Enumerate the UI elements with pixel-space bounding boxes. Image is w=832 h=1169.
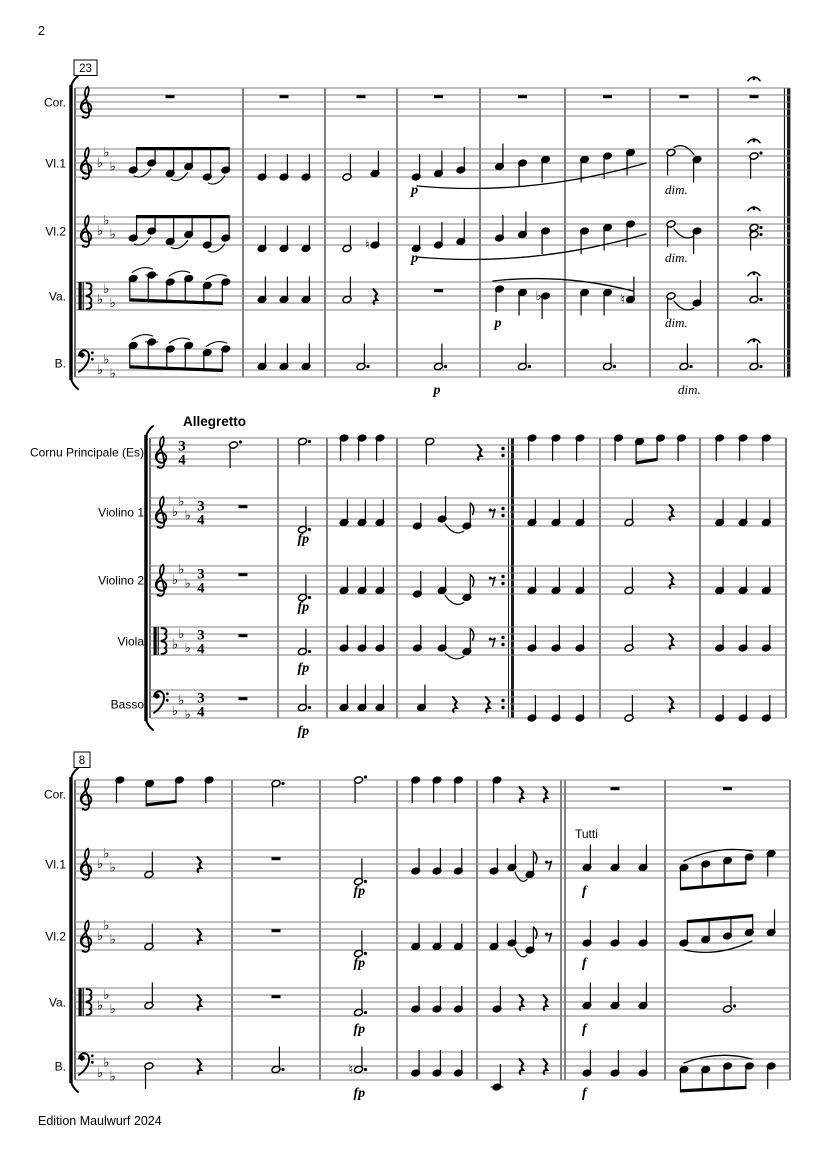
measure — [354, 931, 368, 972]
measure — [489, 920, 552, 957]
measure — [665, 280, 702, 330]
key-signature-flat: ♭ — [172, 637, 179, 653]
key-signature-flat: ♭ — [178, 494, 185, 510]
dynamic-marking: fp — [297, 532, 310, 547]
rehearsal-mark — [74, 60, 97, 76]
measure — [411, 848, 464, 875]
key-signature-flat: ♭ — [184, 508, 191, 524]
instrument-label: B. — [54, 356, 66, 371]
instrument-label: Vl.2 — [45, 224, 66, 239]
staff-va- — [49, 268, 790, 331]
measure — [611, 787, 620, 790]
measure — [356, 344, 370, 371]
measure — [298, 437, 312, 464]
system-1 — [44, 60, 790, 398]
edition-footer: Edition Maulwurf 2024 — [38, 1114, 162, 1128]
time-signature: 4 — [197, 704, 205, 721]
measure — [527, 625, 585, 652]
measure — [128, 215, 230, 252]
dynamic-marking: dim. — [665, 182, 688, 197]
measure — [412, 625, 495, 659]
measure — [357, 95, 366, 98]
measure — [748, 339, 763, 371]
measure — [144, 983, 201, 1011]
system-2 — [30, 414, 786, 739]
key-signature-flat: ♭ — [109, 1069, 116, 1085]
key-signature-flat: ♭ — [97, 224, 104, 240]
measure — [665, 220, 702, 265]
measure — [582, 920, 648, 971]
dynamic-marking: dim. — [665, 250, 688, 265]
staff-b- — [55, 1047, 790, 1102]
measure — [272, 857, 281, 860]
measure — [339, 500, 385, 527]
dynamic-marking: f — [582, 884, 587, 899]
staff-cornu-principale-es- — [30, 434, 786, 469]
measure — [349, 1047, 368, 1102]
measure — [715, 625, 772, 652]
measure — [434, 95, 443, 98]
staff-vl-1 — [45, 139, 790, 198]
measure — [411, 1050, 464, 1077]
staff-basso — [111, 685, 786, 740]
key-signature-flat: ♭ — [178, 562, 185, 578]
key-signature-flat: ♭ — [103, 846, 110, 862]
measure — [715, 500, 772, 527]
dynamic-marking: f — [582, 956, 587, 971]
key-signature-flat: ♭ — [97, 857, 104, 873]
dynamic-marking: fp — [353, 1022, 366, 1037]
key-signature-flat: ♭ — [178, 693, 185, 709]
time-signature: 4 — [178, 452, 186, 469]
key-signature-flat: ♭ — [109, 932, 116, 948]
rehearsal-number: 8 — [78, 754, 86, 767]
measure — [582, 983, 648, 1038]
bass-clef-icon — [79, 1053, 94, 1075]
instrument-label: Vl.2 — [45, 929, 66, 944]
staff-violino-2 — [98, 563, 786, 615]
dynamic-marking: dim. — [665, 315, 688, 330]
measure — [411, 924, 464, 951]
measure — [411, 986, 464, 1013]
measure — [238, 505, 247, 508]
measure — [715, 568, 772, 595]
measure — [298, 629, 312, 677]
measure — [298, 507, 312, 548]
key-signature-flat: ♭ — [97, 292, 104, 308]
measure — [272, 929, 281, 932]
measure — [257, 344, 311, 371]
measure — [417, 685, 490, 713]
staff-vl-1 — [45, 827, 790, 899]
staff-viola — [118, 625, 786, 676]
instrument-label: Va. — [48, 289, 66, 304]
measure — [679, 849, 776, 890]
dynamic-marking: fp — [353, 956, 366, 971]
measure — [715, 695, 772, 722]
measure — [582, 1050, 648, 1101]
measure — [412, 496, 495, 533]
measure — [575, 827, 648, 899]
measure — [339, 434, 385, 461]
measure — [624, 568, 673, 595]
measure — [680, 95, 689, 98]
measure — [679, 910, 776, 948]
key-signature-flat: ♭ — [172, 704, 179, 720]
instrument-label: Violino 1 — [98, 505, 144, 520]
dynamic-marking: f — [582, 1022, 587, 1037]
dynamic-marking: fp — [297, 600, 310, 615]
measure — [580, 220, 636, 254]
bass-clef-icon — [79, 350, 94, 372]
staff-b- — [55, 335, 790, 398]
measure — [128, 268, 230, 305]
measure — [748, 207, 763, 251]
measure — [339, 625, 385, 652]
key-signature-flat: ♭ — [103, 145, 110, 161]
key-signature-flat: ♭ — [103, 213, 110, 229]
system-3 — [44, 752, 790, 1101]
measure — [411, 776, 464, 803]
page-number: 2 — [38, 24, 45, 38]
key-signature-flat: ♭ — [97, 998, 104, 1014]
accidental: ♭ — [535, 289, 542, 304]
key-signature-flat: ♭ — [103, 282, 110, 298]
key-signature-flat: ♭ — [184, 641, 191, 657]
key-signature-flat: ♭ — [97, 363, 104, 379]
measure — [527, 695, 585, 722]
measure — [128, 147, 230, 184]
measure — [271, 779, 285, 806]
measure — [495, 144, 551, 187]
key-signature-flat: ♭ — [172, 505, 179, 521]
measure — [257, 277, 311, 304]
staff-cor- — [44, 77, 790, 118]
accidental: ♮ — [620, 292, 626, 308]
dynamic-marking: p — [494, 316, 502, 331]
measure — [354, 859, 368, 900]
measure — [144, 924, 201, 951]
measure — [527, 500, 585, 527]
time-signature: 3 — [197, 566, 205, 583]
dynamic-marking: p — [433, 383, 441, 398]
measure — [425, 437, 482, 464]
bass-clef-icon — [154, 691, 169, 713]
measure — [748, 272, 763, 304]
instrument-label: Basso — [110, 697, 144, 712]
measure — [339, 685, 385, 712]
instrument-label: Cor. — [43, 95, 66, 110]
measure — [238, 634, 247, 637]
key-signature-flat: ♭ — [97, 929, 104, 945]
dynamic-marking: dim. — [678, 382, 701, 397]
measure — [128, 335, 230, 372]
tutti-marking: Tutti — [575, 827, 598, 841]
measure — [272, 995, 281, 998]
measure — [494, 285, 551, 331]
measure — [298, 575, 312, 616]
key-signature-flat: ♭ — [109, 227, 116, 243]
measure — [723, 787, 732, 790]
measure — [665, 146, 702, 197]
staff-cor- — [44, 775, 790, 810]
dynamic-marking: p — [411, 251, 419, 266]
dynamic-marking: f — [582, 1086, 587, 1101]
time-signature: 4 — [197, 580, 205, 597]
instrument-label: Va. — [48, 995, 66, 1010]
staff-va- — [49, 983, 790, 1038]
key-signature-flat: ♭ — [109, 366, 116, 382]
measure — [271, 1047, 285, 1074]
key-signature-flat: ♭ — [184, 576, 191, 592]
measure — [298, 685, 312, 740]
key-signature-flat: ♭ — [109, 296, 116, 312]
instrument-label: B. — [54, 1059, 66, 1074]
instrument-label: Viola — [117, 634, 144, 649]
instrument-label: Vl.1 — [45, 156, 66, 171]
dynamic-marking: fp — [353, 1086, 366, 1101]
key-signature-flat: ♭ — [97, 156, 104, 172]
measure — [257, 154, 311, 181]
instrument-label: Violino 2 — [98, 573, 144, 588]
key-signature-flat: ♭ — [172, 573, 179, 589]
time-signature: 3 — [197, 498, 205, 515]
measure — [603, 95, 612, 98]
measure — [527, 568, 585, 595]
instrument-label: Cornu Principale (Es) — [29, 445, 144, 460]
instrument-label: Vl.1 — [45, 857, 66, 872]
measure — [238, 573, 247, 576]
measure — [238, 697, 247, 700]
measure — [491, 1059, 548, 1091]
measure — [624, 500, 673, 527]
measure — [354, 990, 368, 1038]
measure — [603, 344, 617, 371]
measure — [280, 95, 289, 98]
measure — [495, 212, 551, 255]
tempo-marking: Allegretto — [183, 414, 247, 429]
accidental: ♮ — [365, 238, 370, 253]
key-signature-flat: ♭ — [103, 988, 110, 1004]
time-signature: 4 — [197, 641, 205, 658]
measure — [410, 147, 466, 198]
key-signature-flat: ♭ — [103, 352, 110, 368]
measure — [342, 277, 377, 305]
measure — [434, 289, 443, 292]
measure — [748, 139, 763, 179]
time-signature: 3 — [197, 690, 205, 707]
key-signature-flat: ♭ — [178, 627, 185, 643]
time-signature: 3 — [178, 438, 186, 455]
dynamic-marking: fp — [297, 724, 310, 739]
key-signature-flat: ♭ — [109, 1002, 116, 1018]
measure — [518, 95, 527, 98]
time-signature: 4 — [197, 512, 205, 529]
dynamic-marking: fp — [297, 661, 310, 676]
rehearsal-number: 23 — [79, 62, 92, 75]
key-signature-flat: ♭ — [109, 159, 116, 175]
measure — [339, 568, 385, 595]
measure — [144, 1059, 201, 1089]
dynamic-marking: fp — [353, 884, 366, 899]
staff-violino-1 — [98, 495, 786, 547]
key-signature-flat: ♭ — [109, 860, 116, 876]
measure — [715, 434, 772, 461]
dynamic-marking: p — [411, 183, 419, 198]
key-signature-flat: ♭ — [103, 918, 110, 934]
key-signature-flat: ♭ — [103, 1055, 110, 1071]
measure — [433, 344, 448, 399]
accidental: ♮ — [348, 1062, 354, 1078]
time-signature: 3 — [197, 627, 205, 644]
staff-vl-2 — [45, 910, 790, 972]
key-signature-flat: ♭ — [184, 707, 191, 723]
measure — [518, 344, 532, 371]
instrument-label: Cor. — [43, 787, 66, 802]
measure — [257, 226, 311, 253]
measure — [527, 434, 585, 461]
measure — [166, 95, 175, 98]
key-signature-flat: ♭ — [97, 1066, 104, 1082]
measure — [144, 852, 201, 879]
rehearsal-mark — [74, 752, 90, 768]
